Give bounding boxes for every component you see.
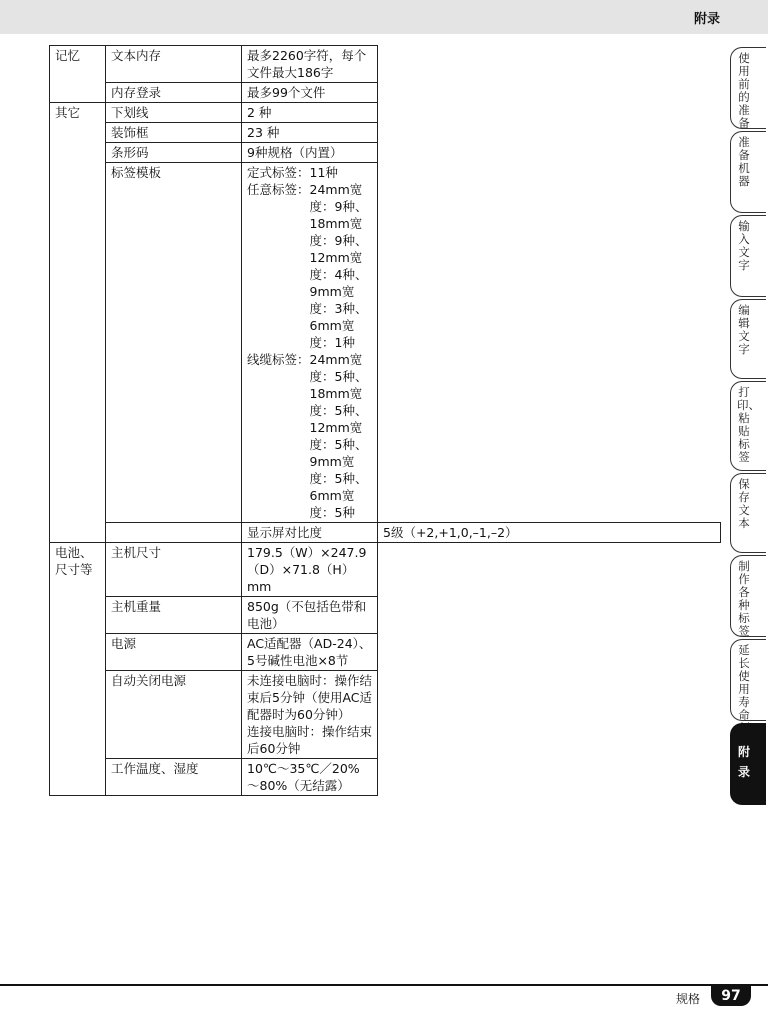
template-label: 定式标签： [247,165,310,180]
table-row [50,83,721,103]
table-row [50,543,721,597]
template-line: 24mm宽度：9种、18mm宽度：9种、 [309,182,368,248]
tab-label-types[interactable] [730,555,766,637]
item-cell: 条形码 [106,143,242,163]
table-row [50,163,721,523]
item-cell: 工作温度、湿度 [106,759,242,796]
value-cell: 最多2260字符，每个文件最大186字 [242,46,378,83]
item-cell: 标签模板 [106,163,242,523]
spec-table [49,45,721,796]
tab-input-text[interactable] [730,215,766,297]
template-fixed [247,164,372,181]
footer-divider [0,984,768,986]
template-label: 线缆标签： [247,352,310,367]
item-cell: 文本内存 [106,46,242,83]
tab-save-text[interactable] [730,473,766,553]
header-title: 附录 [693,12,720,27]
tab-label: 输入文字 [738,219,750,272]
value-cell: 179.5（W）×247.9（D）×71.8（H）mm [242,543,378,597]
tab-maintenance[interactable] [730,639,766,721]
template-line: 11种 [309,165,338,180]
table-row [50,597,721,634]
category-cell: 电池、尺寸等 [50,543,106,796]
tab-label: 延长使用寿命 [738,643,750,722]
tab-label: 编辑文字 [738,303,750,356]
tab-label: 使用前的准备 [738,51,750,130]
template-line: 24mm宽度：5种、18mm宽度：5种、 [309,352,368,418]
item-cell: 下划线 [106,103,242,123]
category-cell [106,523,242,543]
item-cell: 显示屏对比度 [242,523,378,543]
tab-label: 附录 [737,745,750,779]
tab-appendix[interactable] [730,723,766,805]
category-cell: 记忆 [50,46,106,103]
item-cell: 自动关闭电源 [106,671,242,759]
item-cell: 装饰框 [106,123,242,143]
value-cell: 最多99个文件 [242,83,378,103]
tab-label: 准备机器 [738,135,750,188]
value-cell: 5级（+2,+1,0,–1,–2） [378,523,721,543]
tab-print-labels[interactable] [730,381,766,471]
item-cell: 主机重量 [106,597,242,634]
value-cell: 850g（不包括色带和电池） [242,597,378,634]
template-line: 6mm宽度：5种 [309,488,355,520]
item-cell: 电源 [106,634,242,671]
table-row [50,103,721,123]
tab-label: 制作各种标签 [738,559,750,638]
template-line: 12mm宽度：5种、9mm宽度：5种、 [309,420,368,486]
item-cell: 内存登录 [106,83,242,103]
value-cell: 10℃～35℃／20%～80%（无结露） [242,759,378,796]
value-cell: 9种规格（内置） [242,143,378,163]
tab-preparation[interactable] [730,47,766,129]
template-line: 12mm宽度：4种、9mm宽度：3种、 [309,250,368,316]
value-cell [242,163,378,523]
value-cell: 2 种 [242,103,378,123]
item-cell: 主机尺寸 [106,543,242,597]
value-cell: 23 种 [242,123,378,143]
header-band [0,0,768,34]
footer-section-label: 规格 [676,992,701,1006]
table-row [50,634,721,671]
table-row [50,523,721,543]
value-cell [242,671,378,759]
table-row [50,123,721,143]
template-cable [247,351,372,521]
tab-edit-text[interactable] [730,299,766,379]
tab-label: 保存文本 [738,477,750,530]
table-row [50,759,721,796]
page-number: 97 [711,986,751,1006]
tab-machine-setup[interactable] [730,131,766,213]
category-cell: 其它 [50,103,106,543]
template-label: 任意标签： [247,182,310,197]
tab-label: 打印、粘贴标签 [737,385,760,464]
template-any [247,181,372,351]
value-line: 连接电脑时：操作结束后60分钟 [247,724,373,756]
table-row [50,46,721,83]
template-line: 6mm宽度：1种 [309,318,355,350]
table-row [50,143,721,163]
table-row [50,671,721,759]
value-line: 未连接电脑时：操作结束后5分钟（使用AC适配器时为60分钟） [247,673,373,722]
value-cell: AC适配器（AD-24）、5号碱性电池×8节 [242,634,378,671]
